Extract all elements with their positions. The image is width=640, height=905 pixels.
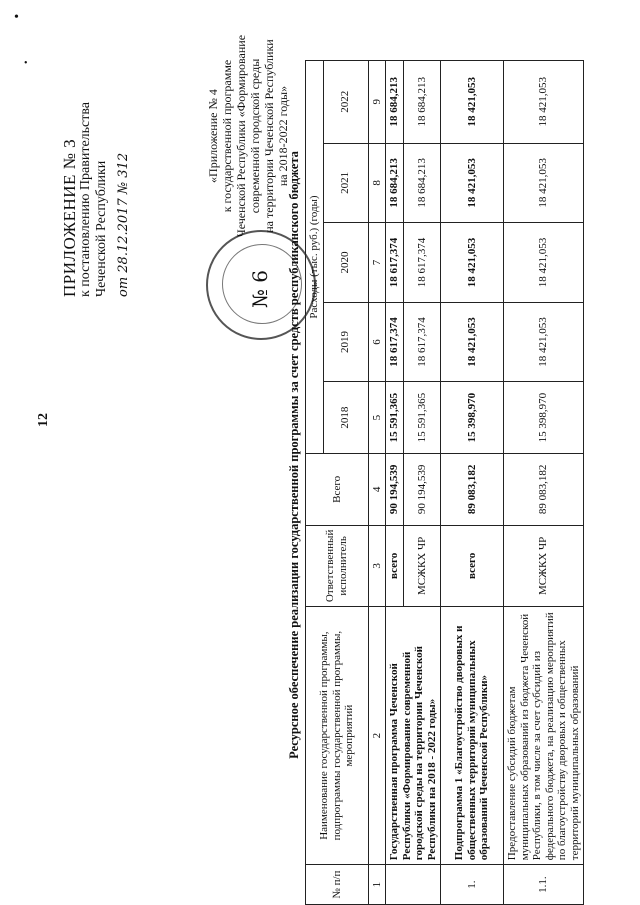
colnum: 6 <box>368 302 386 382</box>
table-row <box>504 61 584 905</box>
appendix-header <box>62 17 132 297</box>
row-2020: 18 617,374 <box>404 223 441 303</box>
row-responsible: МСЖКХ ЧР <box>504 525 584 606</box>
row-2022: 18 684,213 <box>386 61 404 144</box>
row-2018: 15 591,365 <box>386 382 404 454</box>
seal-number: № 6 <box>248 269 272 308</box>
row-2019: 18 421,053 <box>504 302 584 382</box>
row-num: 1.1. <box>504 865 584 905</box>
appendix-line-2: Чеченской Республики <box>94 160 109 297</box>
row-2021: 18 421,053 <box>441 143 504 223</box>
row-2020: 18 421,053 <box>504 223 584 303</box>
row-total: 90 194,539 <box>404 453 441 525</box>
header-2020: 2020 <box>323 223 368 303</box>
appendix-title: ПРИЛОЖЕНИЕ № 3 <box>60 138 79 297</box>
row-2018: 15 398,970 <box>441 382 504 454</box>
row-name: Предоставление субсидий бюджетам муниципальных образований из бюджета Чеченской Республики, в том числе за счет субсидий из федерального бюджета, на реализацию мероприятий по благоустройству дворовых и общественных территорий муниципальных образований <box>504 607 584 865</box>
program-note-line-1: «Приложение № 4 <box>206 89 220 183</box>
row-total: 89 083,182 <box>441 453 504 525</box>
program-note-line-4: современной городской среды <box>248 58 262 214</box>
header-responsible: Ответственный исполнитель <box>306 525 369 606</box>
table-row <box>386 61 404 905</box>
row-num <box>386 865 441 905</box>
row-responsible: всего <box>441 525 504 606</box>
header-2019: 2019 <box>323 302 368 382</box>
header-2018: 2018 <box>323 382 368 454</box>
header-2022: 2022 <box>323 61 368 144</box>
colnum: 2 <box>368 607 386 865</box>
row-total: 90 194,539 <box>386 453 404 525</box>
program-note-line-2: к государственной программе <box>220 59 234 213</box>
row-responsible: МСЖКХ ЧР <box>404 525 441 606</box>
colnum: 3 <box>368 525 386 606</box>
row-2021: 18 421,053 <box>504 143 584 223</box>
colnum: 4 <box>368 453 386 525</box>
colnum: 1 <box>368 865 386 905</box>
row-2022: 18 421,053 <box>504 61 584 144</box>
program-note <box>206 31 290 241</box>
header-total: Всего <box>306 453 369 525</box>
header-2021: 2021 <box>323 143 368 223</box>
table-row <box>441 61 504 905</box>
table-colnum-row <box>368 61 386 905</box>
row-2020: 18 617,374 <box>386 223 404 303</box>
row-responsible: всего <box>386 525 404 606</box>
colnum: 7 <box>368 223 386 303</box>
row-2022: 18 684,213 <box>404 61 441 144</box>
row-2018: 15 398,970 <box>504 382 584 454</box>
program-note-line-3: Чеченской Республики «Формирование <box>234 34 248 238</box>
row-2020: 18 421,053 <box>441 223 504 303</box>
row-name: Государственная программа Чеченской Республики «Формирование современной городской среды на территории Чеченской Республики на 2018 - 2022 годы» <box>386 607 441 865</box>
header-name: Наименование государственной программы, подпрограммы государственной программы, мероприятий <box>306 607 369 865</box>
row-total: 89 083,182 <box>504 453 584 525</box>
program-note-line-6: на 2018-2022 годы» <box>276 85 290 187</box>
colnum: 8 <box>368 143 386 223</box>
row-2019: 18 617,374 <box>404 302 441 382</box>
colnum: 9 <box>368 61 386 144</box>
table-title: Ресурсное обеспечение реализации государственной программы за счет средств республиканского бюджета <box>287 151 301 759</box>
table-header-row <box>306 61 324 905</box>
header-expenses: Расходы (тыс. руб.) (годы) <box>306 61 324 454</box>
scan-speck: • <box>24 58 28 69</box>
scan-speck: • <box>14 10 19 25</box>
colnum: 5 <box>368 382 386 454</box>
row-2021: 18 684,213 <box>386 143 404 223</box>
appendix-date-number: от 28.12.2017 № 312 <box>116 152 131 297</box>
page-number: 12 <box>36 413 51 427</box>
header-num: № п/п <box>306 865 369 905</box>
resource-table <box>305 60 584 905</box>
row-num: 1. <box>441 865 504 905</box>
program-note-line-5: на территории Чеченской Республики <box>262 39 276 233</box>
row-2022: 18 421,053 <box>441 61 504 144</box>
row-name: Подпрограмма 1 «Благоустройство дворовых и общественных территорий муниципальных образований Чеченской Республики» <box>441 607 504 865</box>
row-2019: 18 421,053 <box>441 302 504 382</box>
row-2021: 18 684,213 <box>404 143 441 223</box>
row-2019: 18 617,374 <box>386 302 404 382</box>
row-2018: 15 591,365 <box>404 382 441 454</box>
appendix-line-1: к постановлению Правительства <box>78 101 93 297</box>
